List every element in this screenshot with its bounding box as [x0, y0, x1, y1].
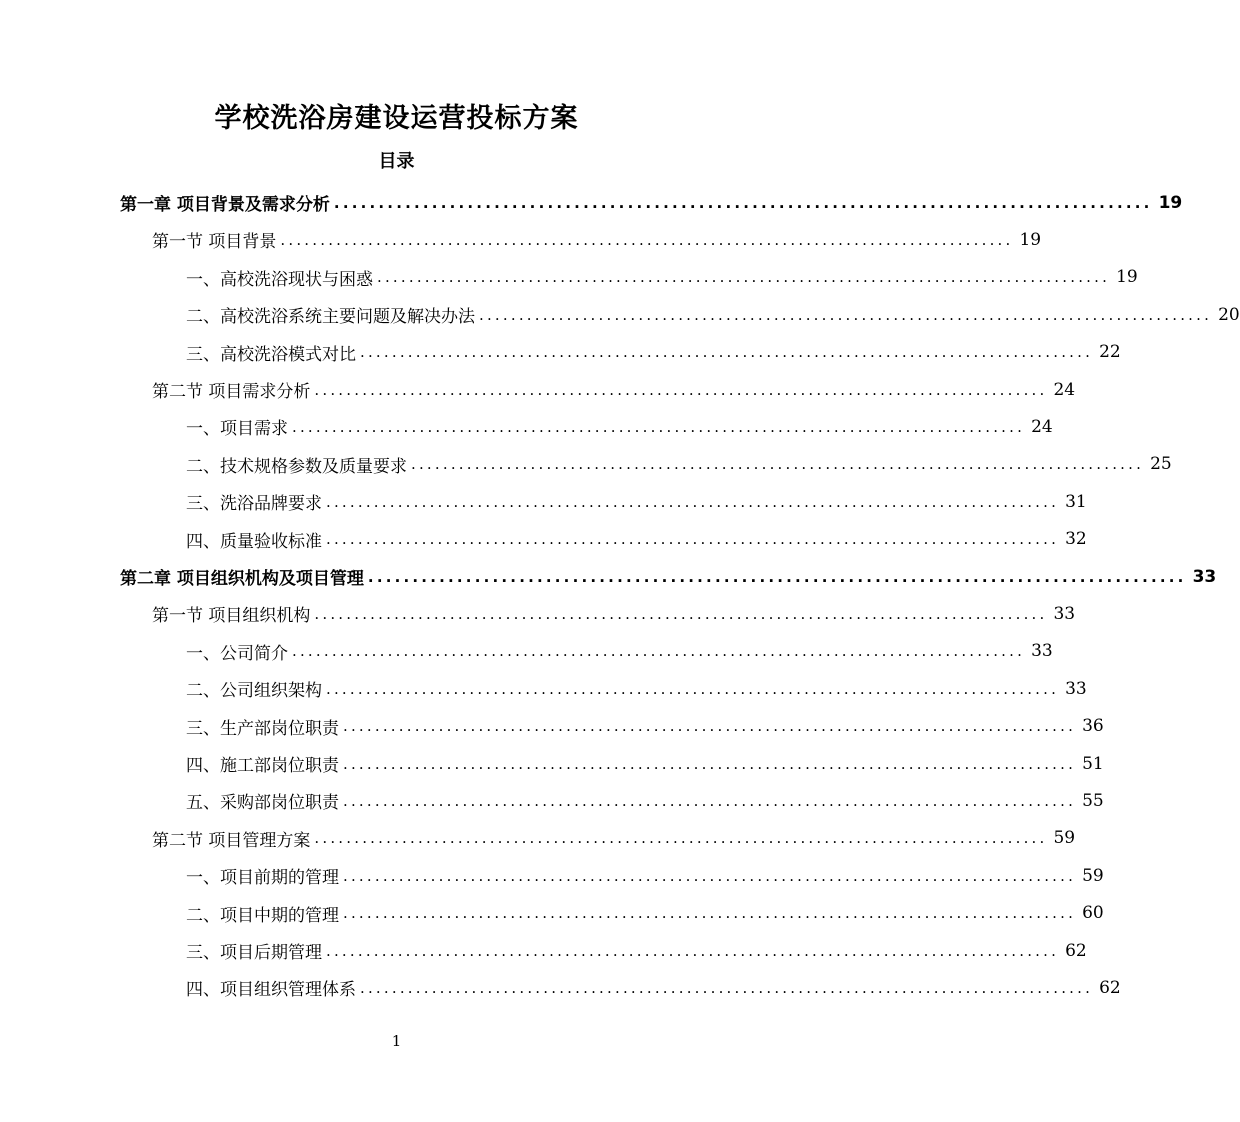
- toc-entry-title: 第二章 项目组织机构及项目管理: [120, 569, 364, 589]
- toc-subsection-entry[interactable]: [186, 521, 1087, 558]
- toc-subsection-entry[interactable]: [186, 446, 1172, 483]
- toc-subsection-entry[interactable]: [186, 782, 1104, 819]
- toc-chapter-entry[interactable]: [120, 184, 1183, 221]
- toc-entry-page: 51: [1082, 753, 1104, 774]
- toc-leader-dots: ............................................................................................: [314, 829, 1048, 848]
- toc-entry-title: 四、质量验收标准: [186, 531, 322, 552]
- toc-leader-dots: ............................................................................................: [343, 791, 1077, 810]
- toc-entry-page: 33: [1053, 603, 1076, 624]
- toc-leader-dots: ............................................................................................: [326, 679, 1060, 698]
- toc-entry-page: 33: [1192, 566, 1217, 587]
- toc-subsection-entry[interactable]: [186, 895, 1104, 932]
- document-title: 学校洗浴房建设运营投标方案: [214, 103, 579, 134]
- toc-entry-title: 三、高校洗浴模式对比: [186, 344, 356, 365]
- toc-entry-page: 31: [1065, 491, 1087, 512]
- toc-leader-dots: ............................................................................................: [326, 492, 1060, 511]
- toc-chapter-entry[interactable]: [120, 558, 1217, 595]
- toc-subsection-entry[interactable]: [186, 708, 1104, 745]
- toc-leader-dots: ............................................................................................: [292, 417, 1026, 436]
- toc-entry-page: 22: [1099, 342, 1121, 363]
- toc-entry-page: 32: [1065, 529, 1087, 550]
- toc-leader-dots: ............................................................................................: [411, 455, 1145, 474]
- toc-leader-dots: ............................................................................................: [343, 754, 1077, 773]
- toc-leader-dots: ............................................................................................: [280, 230, 1014, 249]
- toc-entry-title: 二、公司组织架构: [186, 681, 322, 702]
- toc-leader-dots: ............................................................................................: [479, 305, 1213, 324]
- toc-entry-page: 19: [1019, 229, 1042, 250]
- toc-subsection-entry[interactable]: [186, 670, 1087, 707]
- toc-entry-page: 59: [1082, 865, 1104, 886]
- toc-entry-title: 第一章 项目背景及需求分析: [120, 195, 330, 215]
- toc-entry-page: 60: [1082, 903, 1104, 924]
- toc-entry-title: 第二节 项目需求分析: [152, 382, 311, 402]
- toc-leader-dots: ............................................................................................: [292, 642, 1026, 661]
- toc-entry-title: 三、洗浴品牌要求: [186, 494, 322, 515]
- toc-subsection-entry[interactable]: [186, 857, 1104, 894]
- toc-entry-page: 19: [1116, 267, 1138, 288]
- toc-subsection-entry[interactable]: [186, 633, 1053, 670]
- toc-leader-dots: ............................................................................................: [343, 866, 1077, 885]
- page-number: 1: [391, 1032, 402, 1050]
- toc-entry-title: 一、高校洗浴现状与困惑: [186, 269, 373, 290]
- toc-entry-page: 62: [1065, 940, 1087, 961]
- toc-entry-page: 36: [1082, 716, 1104, 737]
- toc-section-entry[interactable]: [152, 371, 1076, 408]
- toc-leader-dots: ............................................................................................: [360, 343, 1094, 362]
- toc-entry-title: 三、项目后期管理: [186, 943, 322, 963]
- toc-section-entry[interactable]: [152, 820, 1076, 857]
- toc-entry-title: 第二节 项目管理方案: [152, 830, 311, 851]
- toc-leader-dots: ............................................................................................: [314, 604, 1048, 623]
- toc-subsection-entry[interactable]: [186, 408, 1053, 445]
- toc-subsection-entry[interactable]: [186, 296, 1240, 333]
- toc-entry-title: 第一节 项目背景: [152, 232, 277, 253]
- toc-entry-title: 二、技术规格参数及质量要求: [186, 456, 407, 477]
- toc-section-entry[interactable]: [152, 595, 1076, 632]
- toc-entry-title: 五、采购部岗位职责: [186, 793, 339, 814]
- toc-entry-page: 33: [1031, 641, 1053, 662]
- toc-entry-page: 55: [1082, 790, 1104, 811]
- toc-entry-title: 一、项目需求: [186, 419, 288, 440]
- toc-subsection-entry[interactable]: [186, 932, 1087, 969]
- toc-entry-title: 二、项目中期的管理: [186, 905, 339, 926]
- toc-heading: 目录: [378, 151, 415, 172]
- toc-subsection-entry[interactable]: [186, 483, 1087, 520]
- toc-leader-dots: ............................................................................................: [343, 717, 1077, 736]
- toc-entry-title: 一、公司简介: [186, 643, 288, 664]
- toc-leader-dots: ............................................................................................: [367, 567, 1187, 586]
- toc-leader-dots: ............................................................................................: [360, 978, 1094, 997]
- toc-entry-title: 三、生产部岗位职责: [186, 718, 339, 739]
- toc-subsection-entry[interactable]: [186, 334, 1121, 371]
- toc-leader-dots: ............................................................................................: [314, 380, 1048, 399]
- toc-entry-title: 四、项目组织管理体系: [186, 980, 356, 1001]
- toc-leader-dots: ............................................................................................: [326, 941, 1060, 960]
- toc-entry-page: 33: [1065, 678, 1087, 699]
- toc-leader-dots: ............................................................................................: [326, 530, 1060, 549]
- toc-entry-title: 第一节 项目组织机构: [152, 606, 311, 627]
- toc-subsection-entry[interactable]: [186, 259, 1138, 296]
- toc-subsection-entry[interactable]: [186, 745, 1104, 782]
- toc-entry-page: 59: [1053, 828, 1076, 849]
- toc-entry-title: 四、施工部岗位职责: [186, 756, 339, 776]
- toc-entry-title: 一、项目前期的管理: [186, 868, 339, 889]
- toc-entry-page: 19: [1158, 192, 1183, 213]
- toc-entry-page: 62: [1099, 977, 1121, 998]
- toc-leader-dots: ............................................................................................: [343, 904, 1077, 923]
- toc-entry-title: 二、高校洗浴系统主要问题及解决办法: [186, 307, 475, 328]
- toc-entry-page: 24: [1053, 379, 1076, 400]
- toc-subsection-entry[interactable]: [186, 969, 1121, 1006]
- toc-entry-page: 20: [1218, 304, 1240, 325]
- toc-leader-dots: ............................................................................................: [377, 268, 1111, 287]
- toc-leader-dots: ............................................................................................: [333, 193, 1153, 212]
- toc-entry-page: 25: [1150, 454, 1172, 475]
- toc-entry-page: 24: [1031, 416, 1053, 437]
- toc-section-entry[interactable]: [152, 221, 1042, 258]
